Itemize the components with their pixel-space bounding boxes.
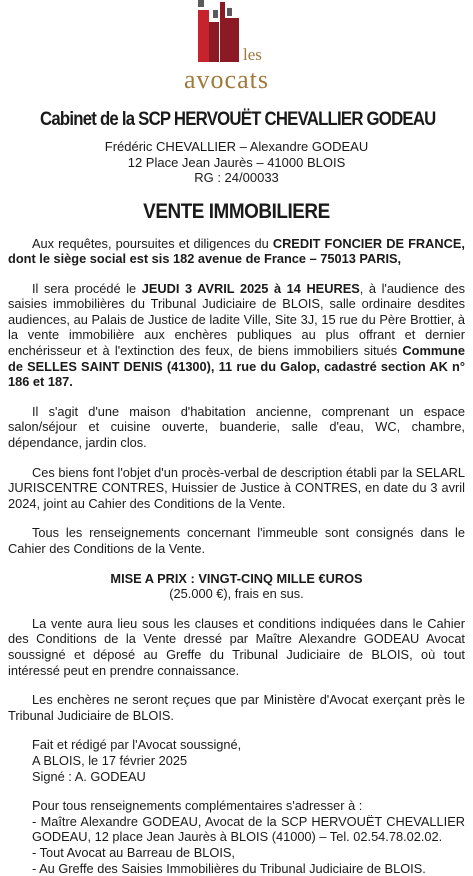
case-reference: RG : 24/00033 [8,170,465,186]
paragraph-sale-terms: La vente aura lieu sous les clauses et conditions indiquées dans le Cahier des Conditions de la Vente dressé par Maître Alexandre GODEAU Avocat soussigné et déposé au Greffe du Tribunal Judiciaire de BLOIS, où tout intéressé peut en prendre connaissance. [8,616,465,678]
starting-price-label: MISE A PRIX : VINGT-CINQ MILLE €UROS [8,571,465,587]
petitioner-name: CREDIT FONCIER DE FRANCE, dont le siège social est sis 182 avenue de France – 75013 PARIS, [8,236,465,267]
signature-block [32,737,465,784]
paragraph-conditions: Tous les renseignements concernant l'immeuble sont consignés dans le Cahier des Conditions de la Vente. [8,525,465,556]
contact-item-registry: - Au Greffe des Saisies Immobilières du Tribunal Judiciaire de BLOIS. [8,861,465,876]
contact-intro: Pour tous renseignements complémentaires s'adresser à : [8,798,465,814]
les-avocats-logo [157,0,317,98]
signature-signed: Signé : A. GODEAU [32,769,465,785]
starting-price [8,571,465,602]
paragraph-report: Ces biens font l'objet d'un procès-verbal de description établi par la SELARL JURISCENTRE CONTRES, Huissier de Justice à CONTRES, en date du 3 avril 2024, joint au Cahier des Conditions de la Vente. [8,465,465,512]
paragraph-bidding: Les enchères ne seront reçues que par Ministère d'Avocat exerçant près le Tribunal Judiciaire de BLOIS. [8,692,465,723]
logo-word-les: les [243,45,262,64]
logo-word-avocats: avocats [184,65,269,94]
sale-intro: Il sera procédé le [32,281,142,296]
signature-place-date: A BLOIS, le 17 février 2025 [32,753,465,769]
contact-item-lawyer [8,814,465,845]
paragraph-sale-details [8,281,465,390]
firm-address: 12 Place Jean Jaurès – 41000 BLOIS [8,155,465,171]
firm-title: Cabinet de la SCP HERVOUËT CHEVALLIER GODEAU [40,108,433,131]
contact-block [8,798,465,876]
sale-venue: , à l'audience des saisies immobilières du Tribunal Judiciaire de BLOIS, salle ordinaire desdites audiences, au Palais de Justice de ladite Ville, Site 3J, 15 rue du Père Brottier, à la vente immobilière aux enchères publiques au plus offrant et dernier enchérisseur et à l'extinction des feux, de biens immobiliers situés [8,281,465,358]
lawyer-names: Frédéric CHEVALLIER – Alexandre GODEAU [8,139,465,155]
starting-price-amount: (25.000 €), frais en sus. [8,586,465,602]
petitioner-intro: Aux requêtes, poursuites et diligences du [32,236,273,251]
sale-date: JEUDI 3 AVRIL 2025 à 14 HEURES [142,281,360,296]
contact-item-lawyer-text: - Maître Alexandre GODEAU, Avocat de la SCP HERVOUËT CHEVALLIER GODEAU, 12 place Jean Jaurès à BLOIS (41000) – Tel. 02.54.78.02.02. [32,814,465,845]
notice-body [8,236,465,876]
firm-contact [8,139,465,186]
property-location: Commune de SELLES SAINT DENIS (41300), 11 rue du Galop, cadastré section AK n° 186 et 187. [8,343,465,389]
signature-line-1: Fait et rédigé par l'Avocat soussigné, [32,737,465,753]
notice-heading: VENTE IMMOBILIERE [31,200,442,224]
paragraph-property-description: Il s'agit d'une maison d'habitation ancienne, comprenant un espace salon/séjour et cuisine ouverte, buanderie, salle d'eau, WC, chambre, dépendance, jardin clos. [8,404,465,451]
contact-item-bar: - Tout Avocat au Barreau de BLOIS, [8,845,465,861]
paragraph-petitioner [8,236,465,267]
